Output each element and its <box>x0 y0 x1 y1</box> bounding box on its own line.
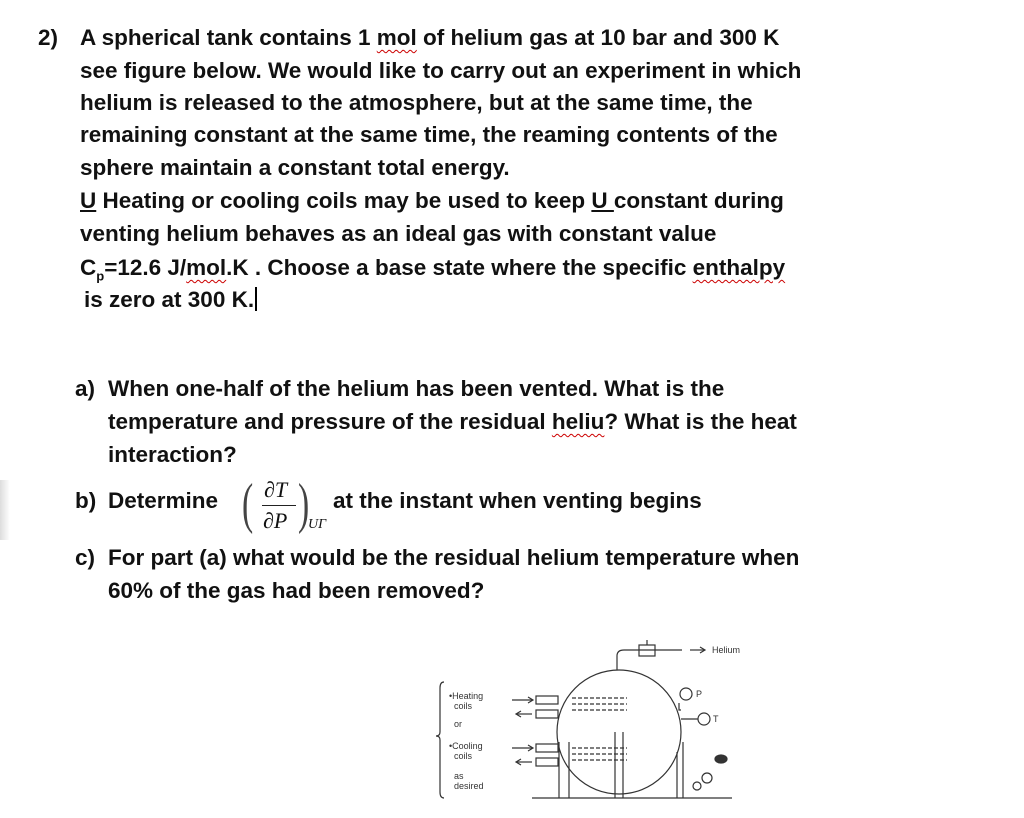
svg-text:coils: coils <box>454 751 473 761</box>
part-label: a) <box>75 376 96 401</box>
svg-text:or: or <box>454 719 463 729</box>
numerator: ∂T <box>264 477 288 502</box>
problem-line: helium is released to the atmosphere, but at the same time, the <box>80 90 753 115</box>
denominator: ∂P <box>263 508 288 533</box>
svg-text:desired: desired <box>454 781 484 791</box>
part-line: interaction? <box>108 442 237 467</box>
svg-text:coils: coils <box>454 701 473 711</box>
svg-text:as: as <box>454 771 464 781</box>
part-text: Determine <box>108 488 219 513</box>
heating-label: •Heating <box>449 691 484 701</box>
part-line: 60% of the gas had been removed? <box>108 578 485 603</box>
helium-label: Helium <box>712 645 741 655</box>
problem-number: 2) <box>38 25 59 50</box>
cooling-label: •Cooling <box>449 741 483 751</box>
problem-line: is zero at 300 K. <box>84 286 257 314</box>
p-label: P <box>696 689 703 699</box>
problem-line: U Heating or cooling coils may be used to keep U constant during <box>80 188 784 213</box>
t-label: T <box>713 714 719 724</box>
problem-line: sphere maintain a constant total energy. <box>80 155 510 180</box>
temperature-gauge-icon <box>698 713 710 725</box>
part-line: For part (a) what would be the residual helium temperature when <box>108 545 800 570</box>
problem-line: $C_p=12.6$ J/mol.K . Choose a base state where the specific enthalpy <box>80 255 786 284</box>
problem-line: remaining constant at the same time, the reaming contents of the <box>80 122 778 147</box>
problem-line: venting helium behaves as an ideal gas with constant value <box>80 221 717 246</box>
spherical-tank-figure <box>432 632 792 812</box>
left-paren: ( <box>242 473 254 535</box>
coils <box>572 698 627 710</box>
subscript: UΓ <box>308 517 327 532</box>
page-edge-shadow <box>0 480 10 540</box>
text-cursor <box>255 287 257 311</box>
fraction-bar <box>262 505 296 506</box>
part-label: c) <box>75 545 96 570</box>
vent-pipe <box>617 650 682 670</box>
part-line: When one-half of the helium has been vented. What is the <box>108 376 725 401</box>
brace <box>436 682 444 798</box>
part-label: b) <box>75 488 97 513</box>
part-text: at the instant when venting begins <box>333 488 702 513</box>
problem-line: see figure below. We would like to carry out an experiment in which <box>80 58 802 83</box>
part-line: temperature and pressure of the residual heliu? What is the heat <box>108 409 797 434</box>
pressure-gauge-icon <box>680 688 692 700</box>
problem-line: A spherical tank contains 1 mol of helium gas at 10 bar and 300 K <box>80 25 780 50</box>
right-paren: ) <box>298 473 310 535</box>
tank-sphere <box>557 670 681 794</box>
